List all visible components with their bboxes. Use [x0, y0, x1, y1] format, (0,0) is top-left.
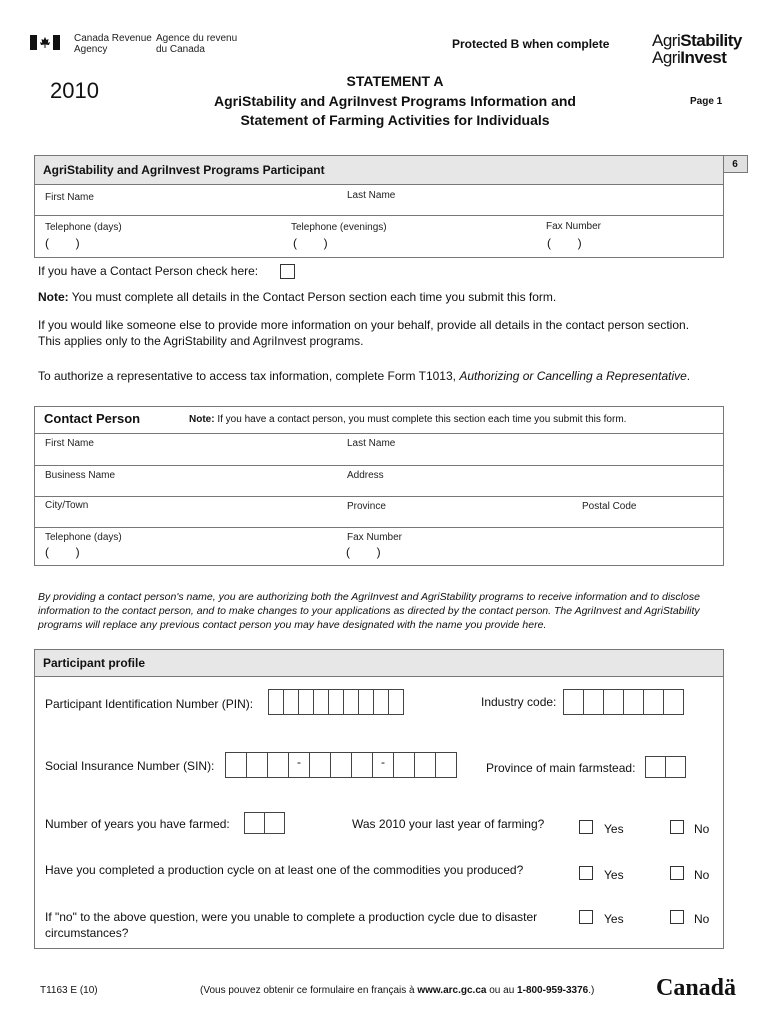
- province-farmstead-label: Province of main farmstead:: [486, 761, 636, 775]
- contact-note-text: If you have a contact person, you must complete this section each time you submit this form.: [217, 414, 627, 425]
- years-farmed-label: Number of years you have farmed:: [45, 817, 230, 831]
- participant-first-name-input[interactable]: [40, 188, 340, 212]
- participant-tel-evenings-label: Telephone (evenings): [291, 222, 387, 233]
- consent-paragraph: By providing a contact person's name, you are authorizing both the AgriInvest and AgriStability programs to receive information and to disclose information to the contact person, and to make changes to your applications as directed by the contact person. The AgriInvest and AgriStability programs will replace any previous contact person you may have designated with the name you provide here.: [38, 591, 700, 631]
- production-cycle-question: Have you completed a production cycle on at least one of the commodities you produced?: [45, 863, 524, 877]
- agency-en-line2: Agency: [74, 44, 108, 55]
- last-year-no-label: No: [694, 822, 710, 836]
- last-year-question: Was 2010 your last year of farming?: [352, 817, 545, 831]
- province-farmstead-input[interactable]: [645, 756, 685, 778]
- t1013-period: .: [686, 369, 691, 383]
- contact-address-label: Address: [347, 470, 384, 481]
- cycle-yes-checkbox[interactable]: [579, 866, 593, 880]
- title-statement: STATEMENT A: [346, 73, 444, 89]
- note-label: Note:: [38, 290, 69, 304]
- contact-last-name-label: Last Name: [347, 438, 396, 449]
- last-year-yes-label: Yes: [604, 822, 624, 836]
- protected-label: Protected B when complete: [452, 37, 610, 51]
- agency-en-line1: Canada Revenue: [74, 33, 152, 44]
- participant-tel-evenings-input[interactable]: ( ): [293, 236, 328, 250]
- page-number: Page 1: [690, 96, 723, 107]
- note-line: [38, 290, 556, 304]
- french-url-link[interactable]: www.arc.gc.ca: [417, 985, 487, 996]
- contact-note: [189, 414, 626, 425]
- contact-tel-days-label: Telephone (days): [45, 532, 122, 543]
- agency-fr-line1: Agence du revenu: [156, 33, 238, 44]
- t1013-paragraph: [38, 369, 690, 383]
- contact-postal-label: Postal Code: [582, 501, 637, 512]
- contact-business-label: Business Name: [45, 470, 116, 481]
- cycle-no-label: No: [694, 868, 710, 882]
- sin-dash-2: -: [372, 752, 394, 778]
- form-number: T1163 E (10): [40, 985, 98, 996]
- contact-first-name-label: First Name: [45, 438, 94, 449]
- industry-code-label: Industry code:: [481, 695, 557, 709]
- representative-info-paragraph: If you would like someone else to provide more information on your behalf, provide all details in the contact person section. This applies only to the AgriStability and AgriInvest programs.: [38, 318, 690, 348]
- canada-wordmark: Canadä: [656, 975, 737, 1001]
- title-line3: Statement of Farming Activities for Individuals: [240, 112, 550, 128]
- profile-heading: [34, 649, 724, 677]
- logo-invest: Invest: [680, 48, 727, 67]
- agency-name-fr: [156, 33, 237, 55]
- disaster-yes-checkbox[interactable]: [579, 910, 593, 924]
- form-year: 2010: [50, 78, 99, 103]
- participant-fax-label: Fax Number: [546, 221, 602, 232]
- participant-last-name-label: Last Name: [347, 190, 396, 201]
- t1013-form-title: Authorizing or Cancelling a Representative: [459, 369, 687, 383]
- contact-check-label: If you have a Contact Person check here:: [38, 264, 259, 278]
- logo-agri-2: Agri: [652, 48, 681, 67]
- disaster-no-checkbox[interactable]: [670, 910, 684, 924]
- logo-agri-1: Agri: [652, 31, 681, 50]
- pin-label: Participant Identification Number (PIN):: [45, 697, 254, 711]
- has-contact-person-checkbox[interactable]: [280, 264, 295, 279]
- note-text: You must complete all details in the Contact Person section each time you submit this form.: [71, 290, 557, 304]
- agency-fr-line2: du Canada: [156, 44, 205, 55]
- french-text-c: .): [588, 985, 595, 996]
- french-availability-note: [200, 985, 594, 996]
- participant-heading-text: AgriStability and AgriInvest Programs Participant: [43, 163, 325, 177]
- disaster-question: If "no" to the above question, were you unable to complete a production cycle due to disaster circumstances?: [45, 910, 538, 940]
- agency-name-en: [74, 33, 152, 55]
- sin-label: Social Insurance Number (SIN):: [45, 759, 215, 773]
- contact-city-label: City/Town: [45, 500, 89, 511]
- section-tab-number: 6: [722, 155, 748, 173]
- t1013-text: To authorize a representative to access tax information, complete Form T1013,: [38, 369, 460, 383]
- contact-tel-days-input[interactable]: ( ): [45, 545, 80, 559]
- logo-stability: Stability: [680, 31, 742, 50]
- participant-fax-input[interactable]: ( ): [547, 236, 582, 250]
- canada-flag-icon: [30, 35, 60, 50]
- french-phone: 1-800-959-3376: [517, 985, 589, 996]
- years-farmed-input[interactable]: [244, 812, 284, 834]
- pin-input[interactable]: [268, 689, 403, 715]
- industry-code-input[interactable]: [563, 689, 683, 715]
- contact-fax-input[interactable]: ( ): [346, 545, 381, 559]
- french-text-a: (Vous pouvez obtenir ce formulaire en français à: [200, 985, 418, 996]
- last-year-yes-checkbox[interactable]: [579, 820, 593, 834]
- french-text-b: ou au: [486, 985, 518, 996]
- title-line2: AgriStability and AgriInvest Programs Information and: [214, 93, 576, 109]
- participant-tel-days-input[interactable]: ( ): [45, 236, 80, 250]
- sin-input[interactable]: [225, 752, 456, 778]
- profile-heading-text: Participant profile: [43, 656, 146, 670]
- contact-fax-label: Fax Number: [347, 532, 403, 543]
- contact-note-label: Note:: [189, 414, 215, 425]
- cycle-no-checkbox[interactable]: [670, 866, 684, 880]
- contact-province-label: Province: [347, 501, 386, 512]
- contact-heading: Contact Person: [44, 411, 141, 426]
- sin-dash-1: -: [288, 752, 310, 778]
- cycle-yes-label: Yes: [604, 868, 624, 882]
- participant-first-name-label: First Name: [45, 192, 94, 203]
- participant-tel-days-label: Telephone (days): [45, 222, 122, 233]
- disaster-no-label: No: [694, 912, 710, 926]
- disaster-yes-label: Yes: [604, 912, 624, 926]
- last-year-no-checkbox[interactable]: [670, 820, 684, 834]
- agristability-agriinvest-logo: [652, 32, 742, 66]
- participant-last-name-input[interactable]: [345, 188, 720, 212]
- participant-heading: [34, 155, 724, 185]
